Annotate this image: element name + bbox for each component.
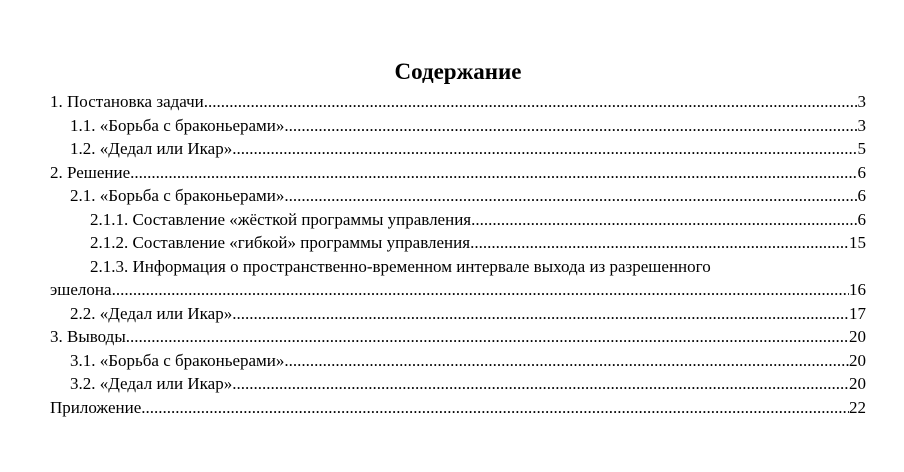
toc-entry-page: 6 bbox=[857, 162, 866, 182]
toc-entry-label: 1.1. «Борьба с браконьерами» bbox=[70, 115, 285, 135]
toc-entry-page: 3 bbox=[857, 115, 866, 135]
dot-leader bbox=[284, 114, 857, 138]
toc-title: Содержание bbox=[394, 59, 522, 84]
dot-leader bbox=[284, 184, 857, 208]
toc-entry-2-1[interactable] bbox=[50, 184, 866, 208]
toc-entry-page: 6 bbox=[857, 209, 866, 229]
toc-entry-3-1[interactable] bbox=[50, 349, 866, 373]
toc-entry-page: 20 bbox=[849, 350, 866, 370]
toc-entry-2-2[interactable] bbox=[50, 302, 866, 326]
dot-leader bbox=[232, 302, 849, 326]
dot-leader bbox=[141, 396, 849, 420]
toc-entry-label-line1: 2.1.3. Информация о пространственно-временном интервале выхода из разрешенного bbox=[90, 256, 711, 276]
toc-entry-page: 5 bbox=[857, 139, 866, 158]
toc-entry-2-1-1[interactable] bbox=[50, 208, 866, 232]
toc-entry-2[interactable] bbox=[50, 161, 866, 185]
dot-leader bbox=[126, 325, 849, 349]
toc-entry-label: 1. Постановка задачи bbox=[50, 92, 204, 111]
toc-entry-continuation bbox=[50, 278, 866, 302]
toc-entry-1-2[interactable] bbox=[50, 137, 866, 161]
table-of-contents bbox=[50, 56, 866, 419]
toc-entry-3[interactable] bbox=[50, 325, 866, 349]
dot-leader bbox=[470, 231, 849, 255]
toc-entry-1-1[interactable] bbox=[50, 114, 866, 138]
toc-entry-label: 2.1. «Борьба с браконьерами» bbox=[70, 186, 285, 205]
toc-entry-page: 17 bbox=[849, 303, 866, 323]
toc-entry-2-1-3[interactable] bbox=[50, 255, 866, 302]
dot-leader bbox=[112, 278, 849, 302]
toc-entry-label: 2. Решение bbox=[50, 162, 131, 182]
toc-entry-label: Приложение bbox=[50, 397, 142, 417]
toc-entry-1[interactable] bbox=[50, 90, 866, 114]
dot-leader bbox=[232, 137, 857, 161]
toc-entry-appendix[interactable] bbox=[50, 396, 866, 420]
toc-entry-label: 3.1. «Борьба с браконьерами» bbox=[70, 350, 285, 370]
dot-leader bbox=[232, 372, 849, 396]
toc-entry-label: 1.2. «Дедал или Икар» bbox=[70, 139, 233, 158]
toc-entry-label: 2.2. «Дедал или Икар» bbox=[70, 303, 233, 323]
toc-entry-page: 3 bbox=[857, 92, 866, 111]
toc-entry-page: 22 bbox=[849, 397, 866, 417]
toc-entry-label: 3.2. «Дедал или Икар» bbox=[70, 374, 233, 393]
toc-entry-page: 16 bbox=[849, 280, 866, 299]
toc-entry-page: 20 bbox=[849, 374, 866, 393]
toc-entry-2-1-2[interactable] bbox=[50, 231, 866, 255]
toc-entry-label-line2: эшелона bbox=[50, 280, 112, 299]
toc-entry-page: 15 bbox=[849, 233, 866, 252]
dot-leader bbox=[204, 90, 858, 114]
toc-entry-page: 6 bbox=[857, 186, 866, 205]
toc-entry-label: 3. Выводы bbox=[50, 327, 126, 346]
toc-entry-page: 20 bbox=[849, 327, 866, 346]
toc-entry-label: 2.1.1. Составление «жёсткой программы управления bbox=[90, 209, 472, 229]
dot-leader bbox=[130, 161, 857, 185]
dot-leader bbox=[284, 349, 849, 373]
toc-entry-3-2[interactable] bbox=[50, 372, 866, 396]
dot-leader bbox=[471, 208, 857, 232]
toc-entry-label: 2.1.2. Составление «гибкой» программы управления bbox=[90, 233, 471, 252]
